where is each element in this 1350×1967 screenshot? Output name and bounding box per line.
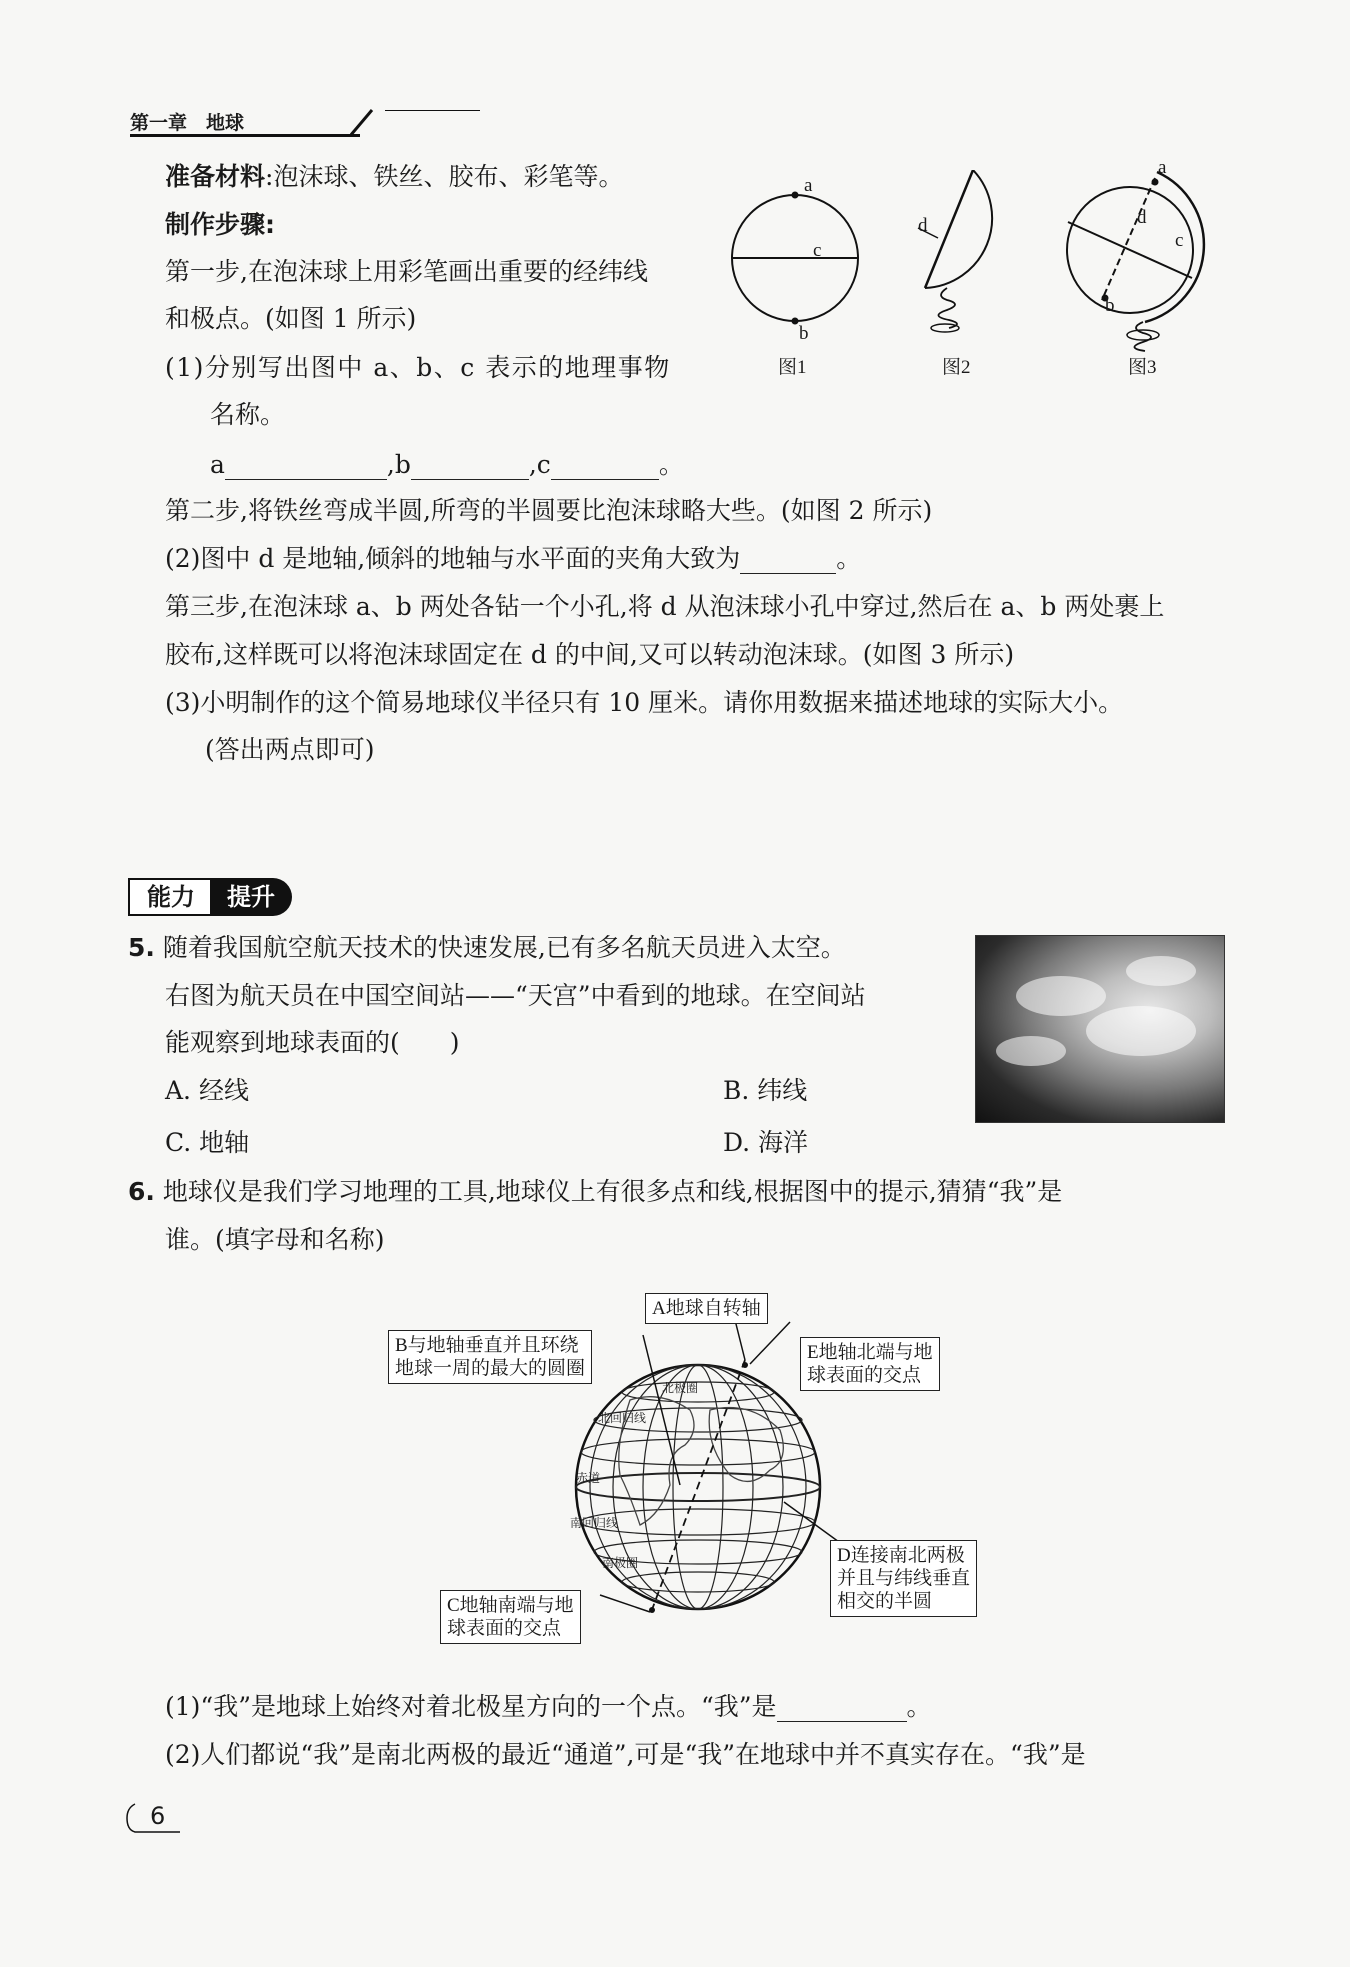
q1-b-label: ,b bbox=[386, 450, 411, 479]
q6-sub1-end: 。 bbox=[906, 1692, 932, 1721]
q3-line1: (3)小明制作的这个简易地球仪半径只有 10 厘米。请你用数据来描述地球的实际大小。 bbox=[165, 688, 1124, 717]
fig3-caption: 图3 bbox=[1128, 357, 1157, 378]
label-box-e-line2: 球表面的交点 bbox=[807, 1365, 922, 1386]
q5-text1: 随着我国航空航天技术的快速发展,已有多名航天员进入太空。 bbox=[162, 933, 846, 962]
step1-line1: 第一步,在泡沫球上用彩笔画出重要的经纬线 bbox=[165, 257, 648, 286]
step3-line1: 第三步,在泡沫球 a、b 两处各钻一个小孔,将 d 从泡沫球小孔中穿过,然后在 a、b 两处裹上 bbox=[165, 592, 1165, 621]
fig2-caption: 图2 bbox=[942, 357, 971, 378]
q1-a-blank[interactable] bbox=[225, 455, 387, 480]
fig3-label-c: c bbox=[1175, 230, 1184, 251]
materials-text: :泡沫球、铁丝、胶布、彩笔等。 bbox=[265, 162, 624, 191]
q5-option-a[interactable]: A. 经线 bbox=[165, 1076, 249, 1105]
figure-3 bbox=[1067, 172, 1204, 351]
q6-sub1 bbox=[165, 1692, 932, 1722]
q1-answer-line bbox=[210, 450, 684, 480]
q6-sub2: (2)人们都说“我”是南北两极的最近“通道”,可是“我”在地球中并不真实存在。“我”是 bbox=[165, 1740, 1086, 1769]
q6-text1: 地球仪是我们学习地理的工具,地球仪上有很多点和线,根据图中的提示,猜猜“我”是 bbox=[162, 1177, 1063, 1206]
materials-label: 准备材料 bbox=[165, 162, 266, 191]
materials-line bbox=[165, 162, 623, 192]
q5-number: 5. bbox=[128, 933, 155, 962]
label-box-c-line2: 球表面的交点 bbox=[447, 1618, 562, 1639]
fig1-label-c: c bbox=[813, 240, 822, 261]
fig3-label-a: a bbox=[1158, 157, 1167, 178]
q1-c-label: ,c bbox=[528, 450, 551, 479]
label-box-b-line2: 地球一周的最大的圆圈 bbox=[395, 1358, 586, 1379]
section-badge bbox=[128, 878, 294, 914]
fig1-label-a: a bbox=[804, 175, 813, 196]
q5-option-d[interactable]: D. 海洋 bbox=[723, 1128, 809, 1157]
q5-option-b[interactable]: B. 纬线 bbox=[723, 1076, 808, 1105]
label-box-d-line2: 并且与纬线垂直 bbox=[837, 1568, 971, 1589]
step2-line: 第二步,将铁丝弯成半圆,所弯的半圆要比泡沫球略大些。(如图 2 所示) bbox=[165, 496, 933, 525]
globe-label-antarctic: 南极圈 bbox=[602, 1556, 639, 1570]
globe-label-arctic: 北极圈 bbox=[662, 1381, 699, 1395]
label-box-b-line1: B与地轴垂直并且环绕 bbox=[395, 1335, 579, 1356]
q1-c-blank[interactable] bbox=[551, 455, 659, 480]
label-box-d-line3: 相交的半圆 bbox=[837, 1591, 933, 1612]
earth-from-space-photo bbox=[975, 935, 1225, 1123]
chapter-header: 第一章 地球 bbox=[130, 112, 245, 134]
q1-line1: (1)分别写出图中 a、b、c 表示的地理事物 bbox=[165, 353, 671, 382]
q6-sub1-blank[interactable] bbox=[777, 1697, 907, 1722]
fig1-caption: 图1 bbox=[778, 357, 807, 378]
q3-line2: (答出两点即可) bbox=[205, 735, 375, 764]
label-box-c bbox=[440, 1590, 581, 1644]
q2-text: (2)图中 d 是地轴,倾斜的地轴与水平面的夹角大致为 bbox=[165, 544, 741, 573]
label-box-e-line1: E地轴北端与地 bbox=[807, 1342, 933, 1363]
q2-end: 。 bbox=[836, 544, 862, 573]
page-number: 6 bbox=[150, 1802, 166, 1830]
figure-1 bbox=[732, 192, 858, 325]
label-box-b bbox=[388, 1330, 592, 1384]
steps-label: 制作步骤: bbox=[165, 210, 275, 239]
header-thin-rule bbox=[385, 110, 480, 111]
fig3-label-d: d bbox=[1137, 207, 1147, 228]
globe-label-tropic-cancer: 北回归线 bbox=[598, 1411, 647, 1425]
q2-blank[interactable] bbox=[740, 549, 836, 574]
q5-option-c[interactable]: C. 地轴 bbox=[165, 1128, 250, 1157]
q1-b-blank[interactable] bbox=[411, 455, 529, 480]
q6-line2: 谁。(填字母和名称) bbox=[165, 1225, 385, 1254]
globe-making-figures bbox=[725, 170, 1235, 380]
header-slash bbox=[350, 108, 390, 138]
globe-label-equator: 赤道 bbox=[576, 1471, 601, 1485]
step1-line2: 和极点。(如图 1 所示) bbox=[165, 304, 417, 333]
label-box-c-line1: C地轴南端与地 bbox=[447, 1595, 574, 1616]
q6-line1 bbox=[128, 1177, 1062, 1207]
label-box-e bbox=[800, 1337, 940, 1391]
figure-2 bbox=[918, 170, 992, 332]
label-box-d bbox=[830, 1540, 977, 1617]
q1-end: 。 bbox=[658, 450, 684, 479]
header-rule bbox=[130, 134, 360, 137]
q1-a-label: a bbox=[210, 450, 225, 479]
q1-line2: 名称。 bbox=[210, 400, 286, 429]
fig1-label-b: b bbox=[799, 323, 809, 344]
label-box-a: A地球自转轴 bbox=[645, 1293, 768, 1324]
q6-sub1-text: (1)“我”是地球上始终对着北极星方向的一个点。“我”是 bbox=[165, 1692, 777, 1721]
fig3-label-b: b bbox=[1105, 295, 1115, 316]
q5-line2: 右图为航天员在中国空间站——“天宫”中看到的地球。在空间站 bbox=[165, 981, 866, 1010]
section-badge-right: 提升 bbox=[210, 878, 292, 916]
fig2-label-d: d bbox=[918, 215, 928, 236]
q5-line1 bbox=[128, 933, 846, 963]
label-box-d-line1: D连接南北两极 bbox=[837, 1545, 965, 1566]
q6-number: 6. bbox=[128, 1177, 155, 1206]
globe-label-tropic-capricorn: 南回归线 bbox=[570, 1516, 619, 1530]
step3-line2: 胶布,这样既可以将泡沫球固定在 d 的中间,又可以转动泡沫球。(如图 3 所示) bbox=[165, 640, 1015, 669]
q2-line bbox=[165, 544, 861, 574]
section-badge-left: 能力 bbox=[128, 878, 214, 916]
q5-line3: 能观察到地球表面的( ) bbox=[165, 1028, 460, 1057]
